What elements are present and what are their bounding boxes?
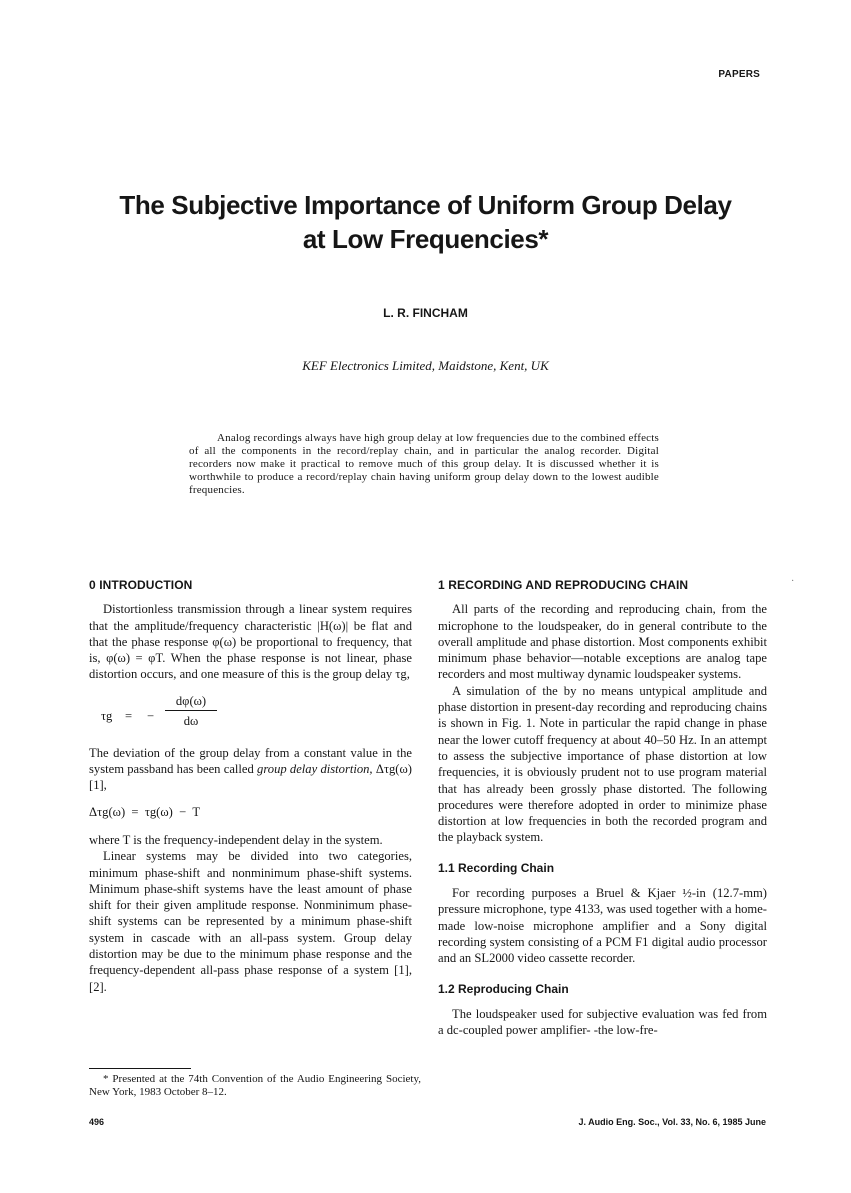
intro-paragraph-4: Linear systems may be divided into two categories, minimum phase-shift and nonminimum phase-shift systems. Minimum phase-shift systems have the least amount of phase shift for their given amplitude response. Nonminimum phase-shift systems can be represented by a minimum phase-shift system in cascade with an all-pass system. Group delay distortion may be due to the minimum phase response and the frequency-dependent all-pass phase response of a system [1], [2]. bbox=[89, 849, 412, 994]
left-column bbox=[89, 577, 412, 995]
section-heading-introduction: 0 INTRODUCTION bbox=[89, 578, 193, 592]
equation-equals: = bbox=[125, 708, 133, 723]
term-group-delay-distortion: group delay distortion, bbox=[257, 762, 373, 777]
chain-paragraph-2: A simulation of the by no means untypical amplitude and phase distortion in present-day recording and reproducing chains is shown in Fig. 1. Note in particular the rapid change in phase near the lower cutoff frequency at about 40–50 Hz. In an attempt to assess the subjective importance of phase distortion at low frequencies, it is obviously prudent not to use program material that has already been grossly phase distorted. The following procedures were therefore adopted in order to minimize phase distortion at low frequencies in both the recorded program and the playback system. bbox=[438, 683, 767, 845]
paper-title bbox=[60, 188, 791, 256]
equation-lhs: τg bbox=[101, 708, 113, 723]
intro-paragraph-3: where T is the frequency-independent delay in the system. bbox=[89, 832, 383, 847]
stray-mark: · bbox=[791, 576, 795, 587]
footnote-rule bbox=[89, 1068, 191, 1069]
section-label: PAPERS bbox=[718, 69, 760, 80]
section-heading-recording-chain: 1 RECORDING AND REPRODUCING CHAIN bbox=[438, 578, 689, 592]
title-line-1: The Subjective Importance of Uniform Group Delay bbox=[119, 190, 732, 220]
equation-numerator: dφ(ω) bbox=[165, 693, 217, 711]
chain-paragraph-1: All parts of the recording and reproducing chain, from the microphone to the loudspeaker, do in general contribute to the overall amplitude and phase distortion. Most components exhibit minimum phase behavior—notable exceptions are analog tape recorders and most multiway dynamic loudspeaker systems. bbox=[438, 602, 767, 682]
abstract: Analog recordings always have high group delay at low frequencies due to the combined effects of all the components in the record/replay chain, and in particular the analog recorder. Digital recorders now make it practical to remove much of this group delay. It is discussed whether it is worthwhile to produce a record/replay chain having uniform group delay down to the lowest audible frequencies. bbox=[189, 432, 659, 496]
group-delay-equation bbox=[89, 693, 412, 739]
right-column bbox=[438, 577, 767, 1038]
equation-minus: − bbox=[147, 708, 155, 723]
page-number: 496 bbox=[89, 1117, 105, 1127]
intro-paragraph-1: Distortionless transmission through a linear system requires that the amplitude/frequency characteristic |H(ω)| be flat and that the phase response φ(ω) be proportional to frequency, that is, φ(ω) = φT. When the phase response is not linear, phase distortion occurs, and one measure of this is the group delay τg, bbox=[89, 602, 412, 682]
subsection-heading-reproducing: 1.2 Reproducing Chain bbox=[438, 981, 569, 996]
equation-fraction bbox=[165, 693, 217, 730]
reproducing-paragraph: The loudspeaker used for subjective evaluation was fed from a dc-coupled power amplifier- -the low-fre- bbox=[438, 1006, 767, 1038]
para2-text-end: Δτg(ω) [1], bbox=[89, 762, 412, 793]
journal-citation: J. Audio Eng. Soc., Vol. 33, No. 6, 1985 June bbox=[578, 1117, 766, 1127]
author-name: L. R. FINCHAM bbox=[383, 306, 468, 320]
author-affiliation: KEF Electronics Limited, Maidstone, Kent, UK bbox=[302, 358, 549, 373]
equation-denominator: dω bbox=[183, 714, 199, 729]
title-line-2: at Low Frequencies* bbox=[302, 224, 549, 254]
intro-paragraph-2 bbox=[89, 745, 412, 794]
para2-text: The deviation of the group delay from a constant value in the system passband has been called bbox=[89, 745, 412, 777]
recording-paragraph: For recording purposes a Bruel & Kjaer ½-in (12.7-mm) pressure microphone, type 4133, was used together with a home-made low-noise microphone amplifier and a Sony digital recording system consisting of a PCM F1 digital audio processor and an SL2000 video cassette recorder. bbox=[438, 886, 767, 966]
footnote: * Presented at the 74th Convention of the Audio Engineering Society, New York, 1983 October 8–12. bbox=[89, 1073, 421, 1098]
group-delay-distortion-equation: Δτg(ω) = τg(ω) − T bbox=[89, 804, 201, 819]
subsection-heading-recording: 1.1 Recording Chain bbox=[438, 860, 555, 875]
